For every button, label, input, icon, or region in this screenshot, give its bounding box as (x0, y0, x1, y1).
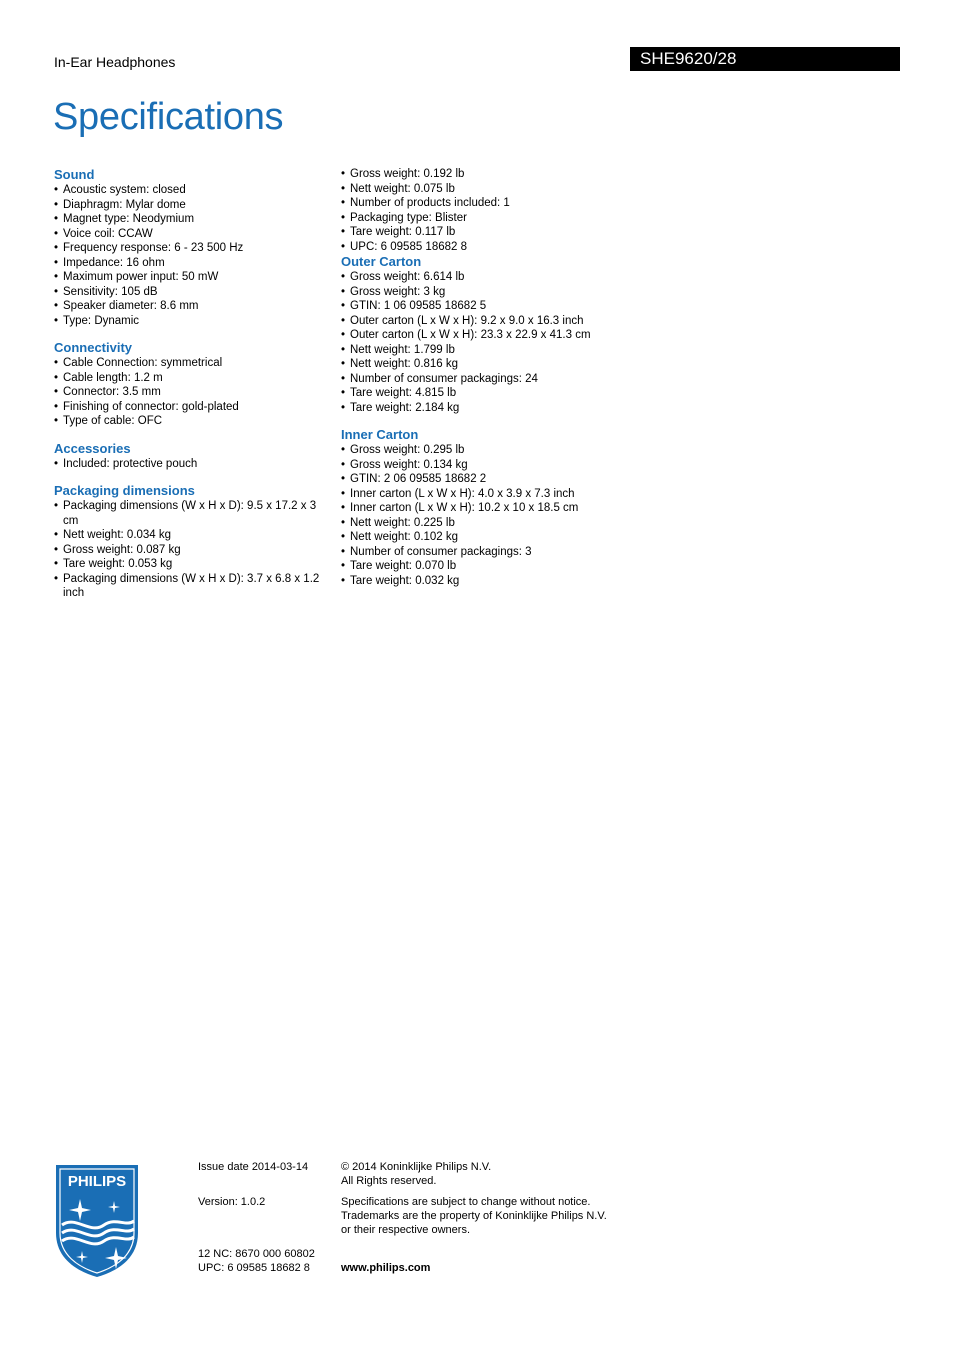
spec-item: • Connector: 3.5 mm (54, 385, 324, 400)
spec-item: • Nett weight: 0.102 kg (341, 530, 641, 545)
spec-section-sound (54, 167, 324, 328)
section-title: Connectivity (54, 340, 133, 355)
spec-item: • GTIN: 2 06 09585 18682 2 (341, 472, 641, 487)
spec-item: • Tare weight: 0.070 lb (341, 559, 641, 574)
spec-section-packaging-dimensions (54, 483, 324, 601)
spec-list (54, 457, 324, 472)
spec-item: • Speaker diameter: 8.6 mm (54, 299, 324, 314)
spec-list (341, 443, 641, 588)
spec-item: • Gross weight: 0.087 kg (54, 543, 324, 558)
notice-line-3: or their respective owners. (341, 1224, 470, 1236)
spec-column-right (341, 167, 641, 600)
spec-list (54, 499, 324, 601)
spec-item: • Sensitivity: 105 dB (54, 285, 324, 300)
spec-item: • Type of cable: OFC (54, 414, 324, 429)
section-title: Packaging dimensions (54, 483, 195, 498)
spec-item: • Nett weight: 0.225 lb (341, 516, 641, 531)
spec-item: • Acoustic system: closed (54, 183, 324, 198)
spec-item: • Gross weight: 0.192 lb (341, 167, 641, 182)
spec-list (54, 356, 324, 429)
copyright (341, 1160, 491, 1188)
spec-item: • Cable length: 1.2 m (54, 371, 324, 386)
spec-item: • Gross weight: 0.134 kg (341, 458, 641, 473)
copyright-line-1: © 2014 Koninklijke Philips N.V. (341, 1161, 492, 1173)
spec-item: • Inner carton (L x W x H): 10.2 x 10 x 18.5 cm (341, 501, 641, 516)
spec-item: • Voice coil: CCAW (54, 227, 324, 242)
spec-item: • Magnet type: Neodymium (54, 212, 324, 227)
spec-item: • Tare weight: 0.117 lb (341, 225, 641, 240)
spec-item: • Outer carton (L x W x H): 23.3 x 22.9 x 41.3 cm (341, 328, 641, 343)
nc-code: 12 NC: 8670 000 60802 (198, 1248, 315, 1260)
section-title: Outer Carton (341, 254, 422, 269)
spec-item: • Type: Dynamic (54, 314, 324, 329)
spec-item: • Number of consumer packagings: 3 (341, 545, 641, 560)
spec-item: • Inner carton (L x W x H): 4.0 x 3.9 x 7.3 inch (341, 487, 641, 502)
upc-code: UPC: 6 09585 18682 8 (198, 1262, 310, 1274)
spec-item: • Impedance: 16 ohm (54, 256, 324, 271)
spec-item: • Included: protective pouch (54, 457, 324, 472)
product-codes (198, 1247, 315, 1275)
spec-item: • Packaging dimensions (W x H x D): 9.5 x 17.2 x 3 cm (54, 499, 324, 528)
section-title: Sound (54, 167, 95, 182)
spec-item: • Nett weight: 0.034 kg (54, 528, 324, 543)
product-category: In-Ear Headphones (54, 54, 176, 70)
spec-item: • Outer carton (L x W x H): 9.2 x 9.0 x 16.3 inch (341, 314, 641, 329)
spec-section-inner-carton (341, 427, 641, 588)
spec-section-outer-carton (341, 254, 641, 415)
model-number-bar (630, 47, 900, 71)
spec-item: • Nett weight: 0.075 lb (341, 182, 641, 197)
spec-item: • Tare weight: 2.184 kg (341, 401, 641, 416)
issue-date: Issue date 2014-03-14 (198, 1161, 309, 1173)
spec-item: • Gross weight: 3 kg (341, 285, 641, 300)
spec-column-left (54, 167, 324, 613)
spec-item: • Packaging dimensions (W x H x D): 3.7 x 6.8 x 1.2 inch (54, 572, 324, 601)
philips-shield-logo (54, 1163, 140, 1278)
spec-item: • Tare weight: 4.815 lb (341, 386, 641, 401)
packaging-continued-list (341, 167, 641, 254)
spec-item: • Packaging type: Blister (341, 211, 641, 226)
spec-item: • Frequency response: 6 - 23 500 Hz (54, 241, 324, 256)
spec-item: • Nett weight: 1.799 lb (341, 343, 641, 358)
copyright-line-2: All Rights reserved. (341, 1175, 437, 1187)
notice-line-1: Specifications are subject to change without notice. (341, 1196, 591, 1208)
version: Version: 1.0.2 (198, 1196, 266, 1208)
page-title: Specifications (53, 96, 284, 138)
spec-section-connectivity (54, 340, 324, 429)
spec-item: • GTIN: 1 06 09585 18682 5 (341, 299, 641, 314)
spec-section-accessories (54, 441, 324, 472)
logo-wordmark: PHILIPS (67, 1173, 127, 1190)
spec-item: • Tare weight: 0.032 kg (341, 574, 641, 589)
spec-list (54, 183, 324, 328)
spec-item: • Cable Connection: symmetrical (54, 356, 324, 371)
spec-item: • Gross weight: 0.295 lb (341, 443, 641, 458)
website-link[interactable]: www.philips.com (341, 1262, 431, 1274)
model-number: SHE9620/28 (640, 49, 737, 68)
spec-item: • Maximum power input: 50 mW (54, 270, 324, 285)
section-title: Inner Carton (341, 427, 419, 442)
spec-item: • Diaphragm: Mylar dome (54, 198, 324, 213)
spec-item: • Gross weight: 6.614 lb (341, 270, 641, 285)
spec-item: • Number of products included: 1 (341, 196, 641, 211)
spec-list (341, 270, 641, 415)
spec-item: • Finishing of connector: gold-plated (54, 400, 324, 415)
notice-line-2: Trademarks are the property of Koninklijke Philips N.V. (341, 1210, 607, 1222)
legal-notice (341, 1195, 607, 1237)
spec-item: • UPC: 6 09585 18682 8 (341, 240, 641, 255)
spec-item: • Tare weight: 0.053 kg (54, 557, 324, 572)
spec-item: • Number of consumer packagings: 24 (341, 372, 641, 387)
spec-item: • Nett weight: 0.816 kg (341, 357, 641, 372)
section-title: Accessories (54, 440, 131, 456)
